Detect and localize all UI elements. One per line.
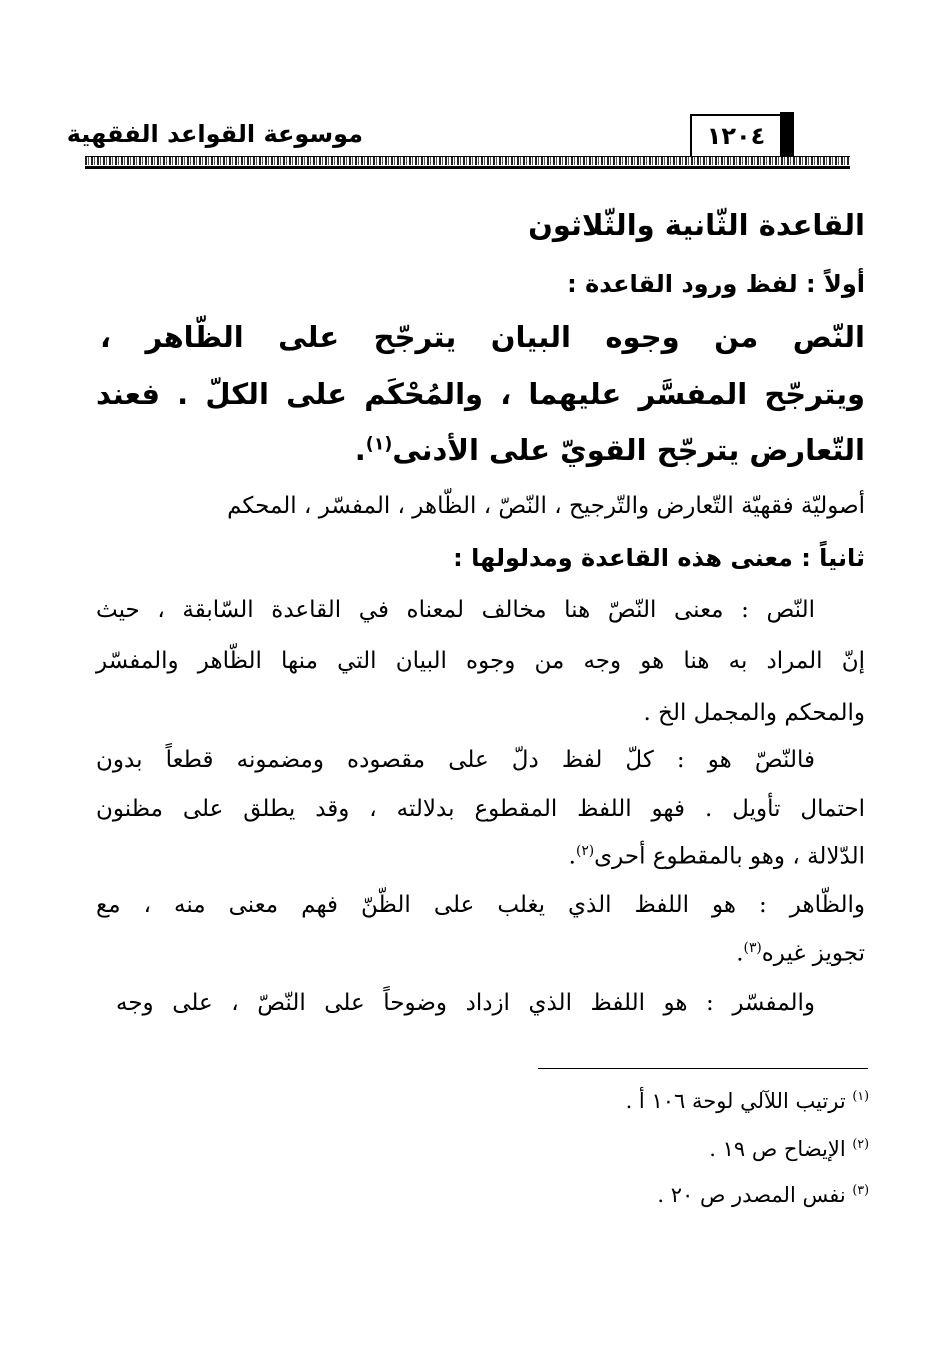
page-number: ١٢٠٤ xyxy=(706,122,766,150)
footnote-2-mark: (٢) xyxy=(852,1136,869,1151)
keywords-line: أصوليّة فقهيّة التّعارض والتّرجيح ، النّصّ ، الظّاهر ، المفسّر ، المحكم xyxy=(227,493,865,519)
p2-end-period: . xyxy=(568,843,576,870)
p3-line-2-text: تجويز غيره xyxy=(761,940,865,967)
footnote-ref-3: (٣) xyxy=(743,940,762,956)
p1-line-1: النّص : معنى النّصّ هنا مخالف لمعناه في القاعدة السّابقة ، حيث xyxy=(96,597,815,623)
p2-line-2: احتمال تأويل . فهو اللفظ المقطوع بدلالته ، وقد يطلق على مظنون xyxy=(96,796,865,822)
footnote-1-text: ترتيب اللآلي لوحة ١٠٦ أ . xyxy=(625,1089,846,1113)
page-number-box xyxy=(690,114,782,156)
rule-text-line-2: ويترجّح المفسَّر عليهما ، والمُحْكَم على الكلّ . فعند xyxy=(96,377,865,411)
p3-line-1: والظّاهر : هو اللفظ الذي يغلب على الظّنّ فهم معنى منه ، مع xyxy=(96,892,865,918)
footnote-1-mark: (١) xyxy=(852,1088,869,1103)
header-hatched-band xyxy=(85,156,850,165)
footnote-3-text: نفس المصدر ص ٢٠ . xyxy=(657,1183,846,1207)
p2-line-1: فالنّصّ هو : كلّ لفظ دلّ على مقصوده ومضمونه قطعاً بدون xyxy=(96,747,815,773)
rule-text-line-3 xyxy=(355,433,865,467)
section-title-2: ثانياً : معنى هذه القاعدة ومدلولها : xyxy=(453,544,865,572)
rule-text-end-period: . xyxy=(354,433,366,467)
p1-line-2: إنّ المراد به هنا هو وجه من وجوه البيان التي منها الظّاهر والمفسّر xyxy=(96,648,865,674)
footnote-1 xyxy=(626,1088,869,1113)
header-rule xyxy=(85,166,850,169)
footnote-3 xyxy=(657,1182,869,1207)
header-post-decoration xyxy=(780,112,794,162)
footnote-2 xyxy=(709,1136,869,1161)
p1-line-3: والمحكم والمجمل الخ . xyxy=(643,700,865,726)
footnote-3-mark: (٣) xyxy=(852,1182,869,1197)
footnote-2-text: الإيضاح ص ١٩ . xyxy=(709,1137,846,1161)
p2-line-3 xyxy=(569,843,865,870)
p3-end-period: . xyxy=(736,940,744,967)
p2-line-3-text: الدّلالة ، وهو بالمقطوع أحرى xyxy=(594,843,865,870)
rule-text-line-3-text: التّعارض يترجّح القويّ على الأدنى xyxy=(392,433,865,467)
p4-line-1: والمفسّر : هو اللفظ الذي ازداد وضوحاً على النّصّ ، على وجه xyxy=(116,990,815,1016)
footnote-ref-2: (٢) xyxy=(575,843,595,859)
footnote-ref-1: (١) xyxy=(365,434,393,455)
section-title-1: أولاً : لفظ ورود القاعدة : xyxy=(567,270,865,298)
footnote-separator xyxy=(538,1068,868,1069)
running-header-title: موسوعة القواعد الفقهية xyxy=(66,120,363,148)
p3-line-2 xyxy=(736,940,865,967)
rule-text-line-1: النّص من وجوه البيان يترجّح على الظّاهر ، xyxy=(100,320,865,354)
rule-heading: القاعدة الثّانية والثّلاثون xyxy=(528,208,865,242)
